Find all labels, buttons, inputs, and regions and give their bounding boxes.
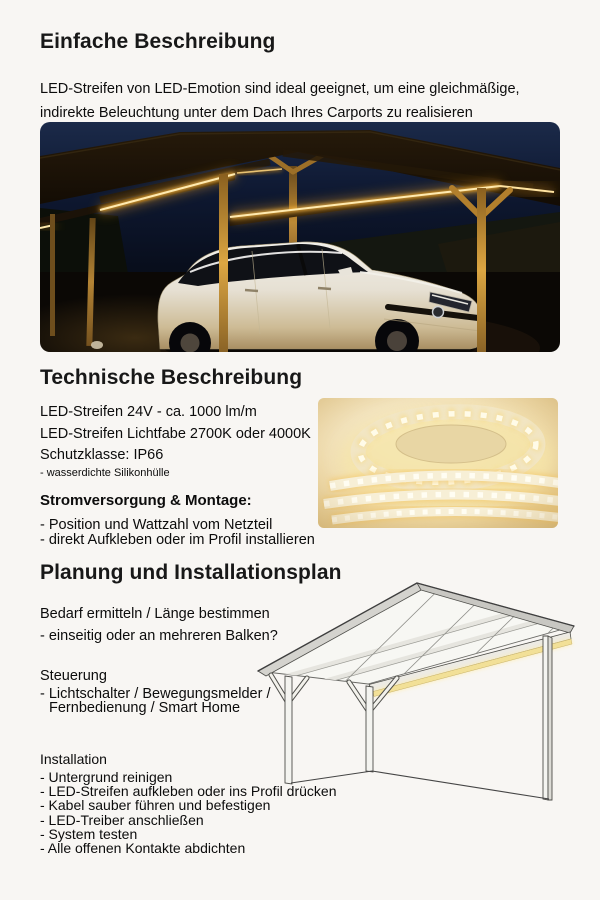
control-heading: Steuerung <box>40 668 107 684</box>
needs-heading: Bedarf ermitteln / Länge bestimmen <box>40 606 270 622</box>
planning-install-block <box>40 748 336 855</box>
spec-line: LED-Streifen 24V - ca. 1000 lm/m <box>40 404 257 420</box>
planning-control-block <box>40 666 271 716</box>
control-line: Fernbedienung / Smart Home <box>49 700 241 717</box>
install-item: - System testen <box>40 825 138 842</box>
install-item: - Alle offenen Kontakte abdichten <box>40 840 246 857</box>
carport-night-photo-art <box>40 122 560 352</box>
section-title-technical-description: Technische Beschreibung <box>40 366 303 389</box>
install-item: - LED-Streifen aufkleben oder ins Profil drücken <box>40 783 337 800</box>
section-title-planning: Planung und Installationsplan <box>40 561 342 584</box>
install-item: - Untergrund reinigen <box>40 769 173 785</box>
carport-night-photo <box>40 122 560 352</box>
intro-paragraph: LED-Streifen von LED-Emotion sind ideal geeignet, um eine gleichmäßige, indirekte Beleuchtung unter dem Dach Ihres Carports zu realisieren <box>40 80 520 121</box>
photo-center-post <box>219 174 228 352</box>
planning-needs-block <box>40 603 278 647</box>
power-mounting-bullets <box>40 518 320 548</box>
photo-left-post-1 <box>50 214 55 336</box>
section-title-simple-description: Einfache Beschreibung <box>40 30 276 53</box>
spec-line: LED-Streifen Lichtfabe 2700K oder 4000K <box>40 425 311 442</box>
spec-note: - wasserdichte Silikonhülle <box>40 466 170 479</box>
bullet-line: - Position und Wattzahl vom Netzteil <box>40 516 273 533</box>
spec-line: Schutzklasse: IP66 <box>40 447 164 463</box>
led-strip-roll-art <box>318 398 558 528</box>
install-item: - LED-Treiber anschließen <box>40 811 204 828</box>
technical-specs <box>40 402 320 548</box>
led-strip-roll-photo <box>318 398 558 528</box>
control-line: - Lichtschalter / Bewegungsmelder / <box>40 686 271 702</box>
power-mounting-subheading: Stromversorgung & Montage: <box>40 491 252 509</box>
bullet-line: - direkt Aufkleben oder im Profil installieren <box>40 531 315 548</box>
install-item: - Kabel sauber führen und befestigen <box>40 797 271 814</box>
needs-item: - einseitig oder an mehreren Balken? <box>40 628 278 644</box>
install-heading: Installation <box>40 751 107 767</box>
